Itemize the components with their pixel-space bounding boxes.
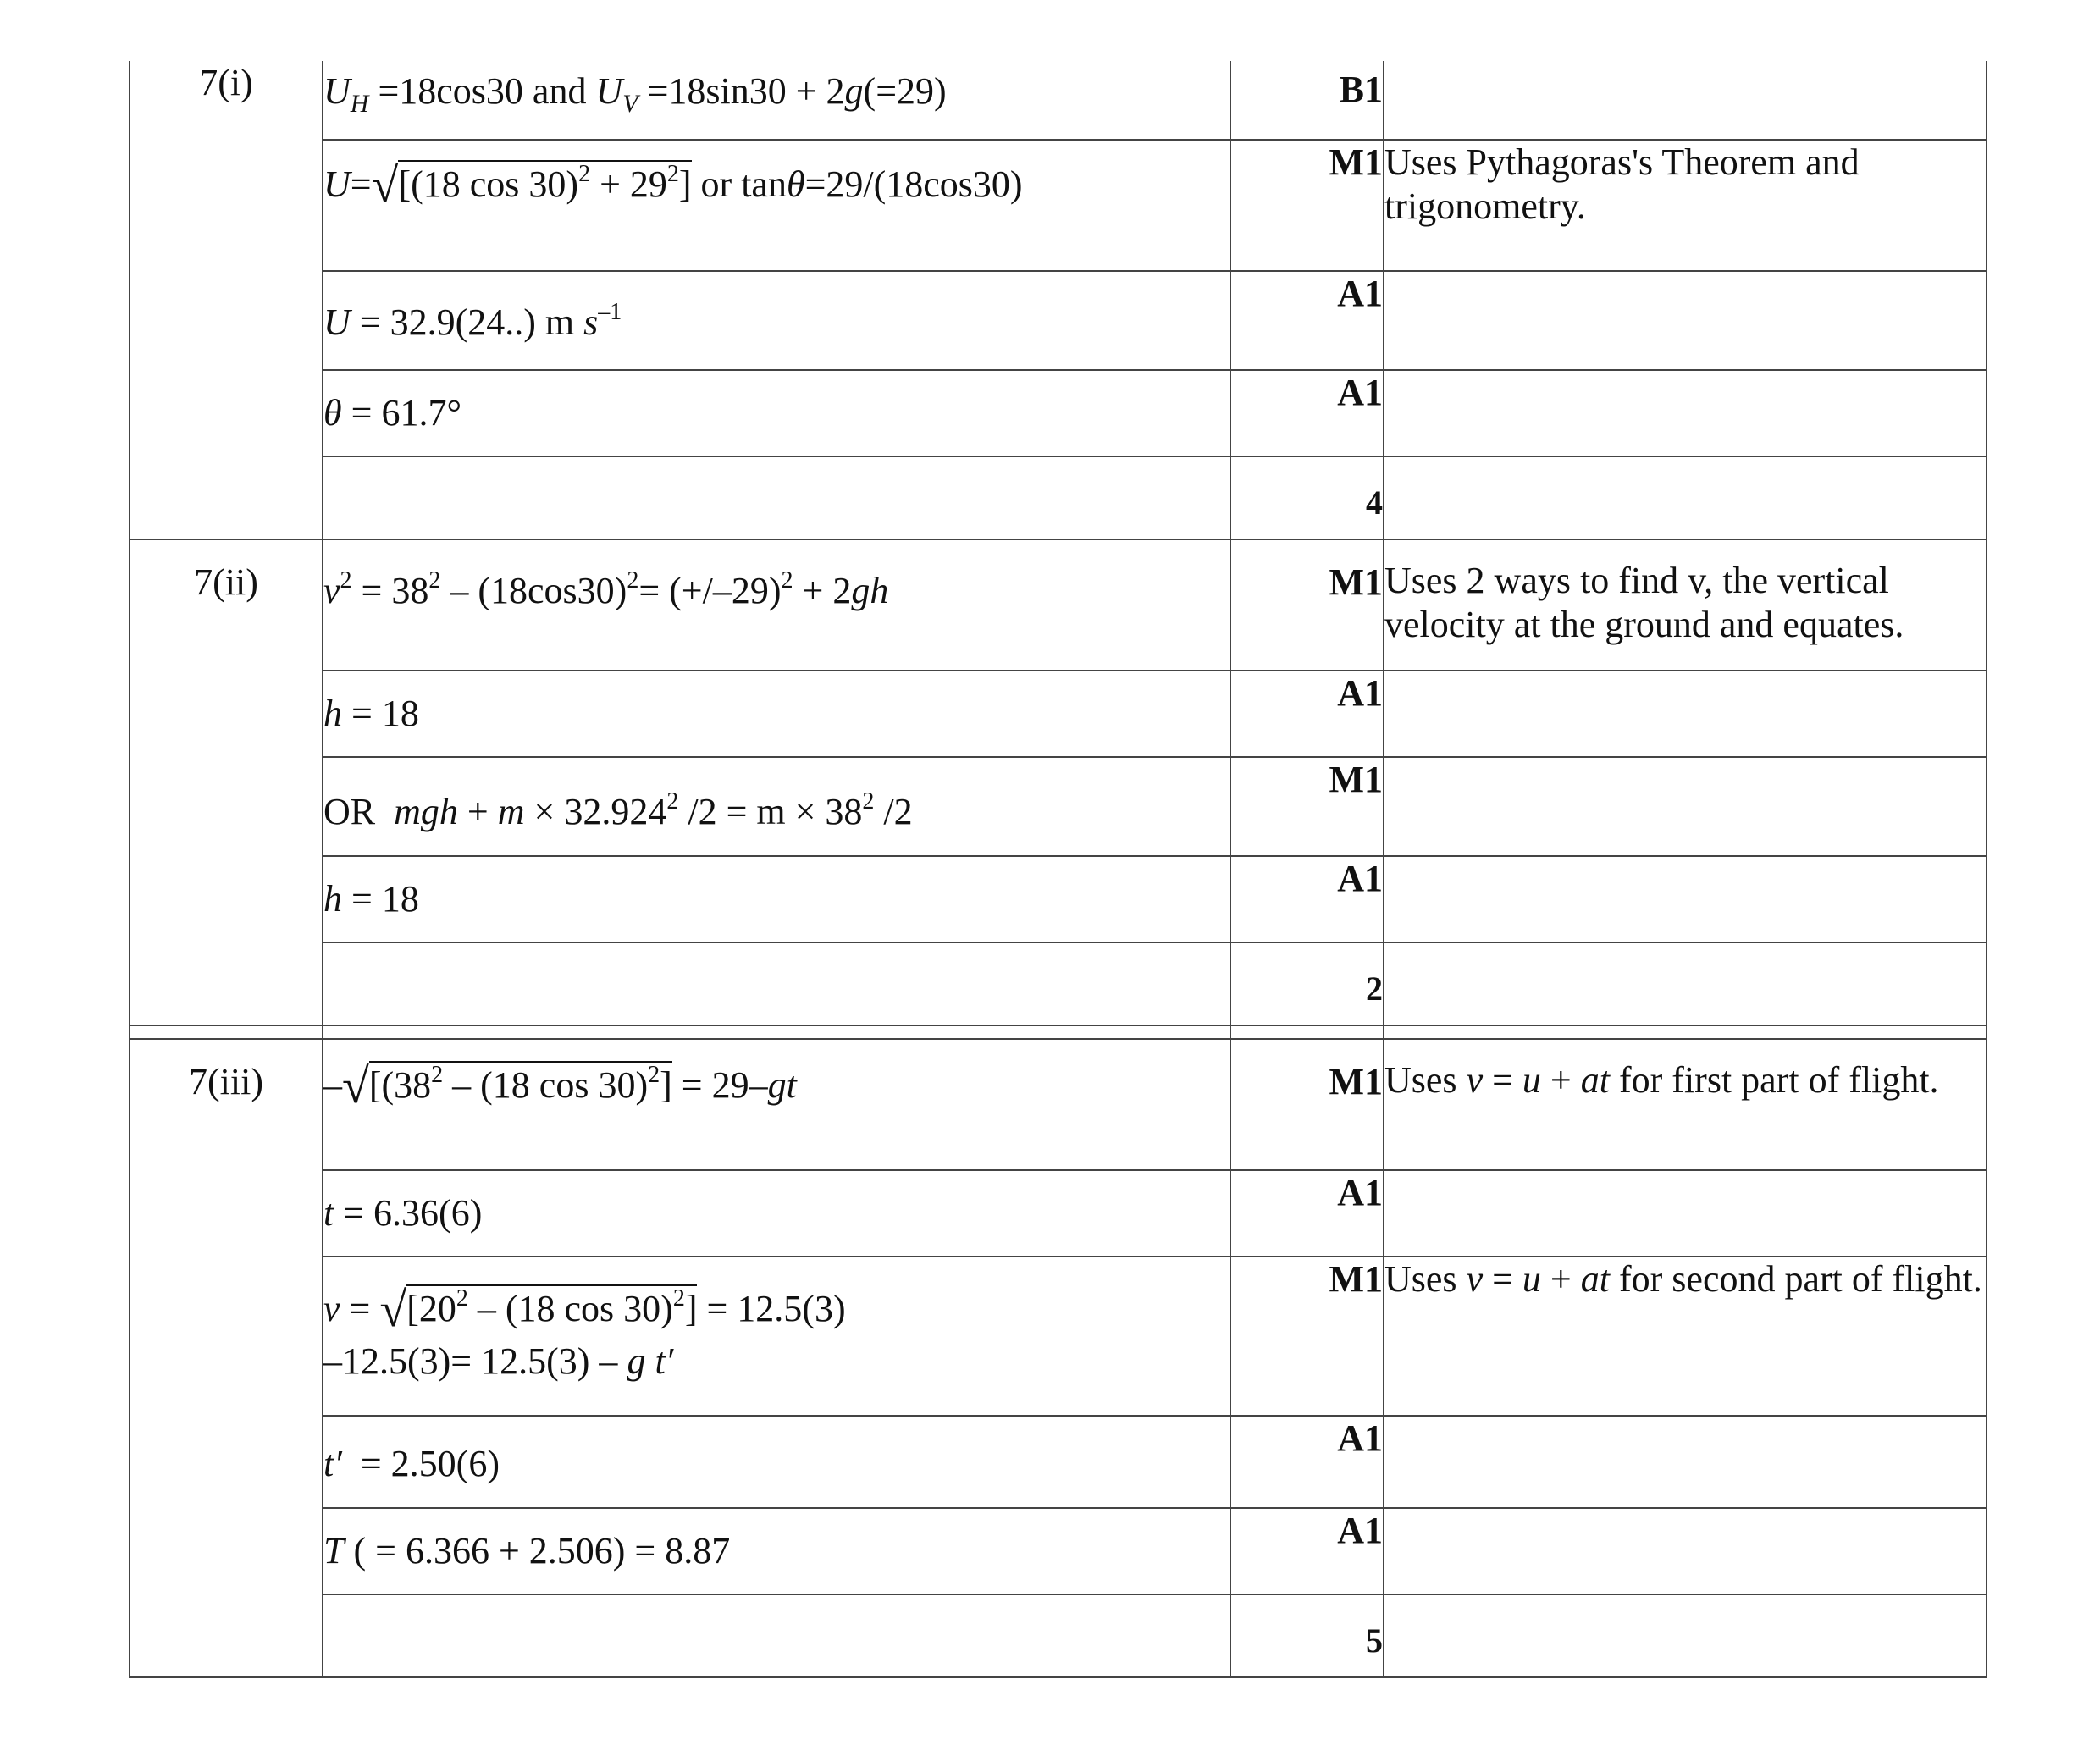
guidance-cell: Uses 2 ways to find v, the vertical velocity at the ground and equates. — [1384, 539, 1987, 671]
table-row — [130, 370, 1987, 456]
table-row — [130, 140, 1987, 271]
guidance-cell — [1384, 1416, 1987, 1508]
mark-cell: A1 — [1230, 671, 1384, 757]
mark-cell: A1 — [1230, 370, 1384, 456]
mark-cell: M1 — [1230, 140, 1384, 271]
working-cell: U=√[(18 $\cos 30)^2 + 29^2$] or tanθ=29/(18cos30) — [323, 140, 1230, 271]
mark-scheme-table — [129, 61, 1987, 1678]
total-mark-cell: 5 — [1230, 1594, 1384, 1677]
guidance-cell — [1384, 1508, 1987, 1594]
mark-cell: M1 — [1230, 757, 1384, 856]
table-row — [130, 1508, 1987, 1594]
guidance-cell — [1384, 942, 1987, 1025]
table-row — [130, 1170, 1987, 1257]
total-mark-cell: 2 — [1230, 942, 1384, 1025]
mark-cell: A1 — [1230, 1508, 1384, 1594]
total-mark-cell: 4 — [1230, 456, 1384, 539]
working-cell: t′ = 2.50(6) — [323, 1416, 1230, 1508]
working-cell: $v^2 = 38^2 - (18\cos 30)^2= (+/-29)^2 + 2gh$ — [323, 539, 1230, 671]
table-row — [130, 671, 1987, 757]
guidance-cell — [1384, 671, 1987, 757]
guidance-cell — [1384, 1594, 1987, 1677]
table-row — [130, 456, 1987, 539]
working-cell: U = 32.9(24..) m $s^{-1}$ — [323, 271, 1230, 370]
table-row — [130, 1257, 1987, 1416]
working-cell: h = 18 — [323, 671, 1230, 757]
guidance-cell — [1384, 757, 1987, 856]
mark-cell: A1 — [1230, 1416, 1384, 1508]
mark-cell: M1 — [1230, 539, 1384, 671]
mark-cell: M1 — [1230, 1257, 1384, 1416]
mark-cell: A1 — [1230, 1170, 1384, 1257]
table-row — [130, 271, 1987, 370]
table-row — [130, 856, 1987, 942]
mark-cell: A1 — [1230, 271, 1384, 370]
guidance-cell: Uses v = u + at for second part of flight. — [1384, 1257, 1987, 1416]
table-row — [130, 1594, 1987, 1677]
question-number: 7(iii) — [130, 1039, 323, 1677]
working-cell: T ( = 6.366 + 2.506) = 8.87 — [323, 1508, 1230, 1594]
mark-cell: B1 — [1230, 61, 1384, 140]
table-row — [130, 757, 1987, 856]
guidance-cell — [1384, 271, 1987, 370]
working-text: =18cos30 and — [378, 70, 587, 112]
working-cell: $v = √[20^2 - (18$ cos 30)$^2$] = 12.5(3) –12.5(3)= 12.5(3) – g t′ — [323, 1257, 1230, 1416]
guidance-cell — [1384, 61, 1987, 140]
section-separator — [130, 1025, 1987, 1039]
guidance-cell: Uses v = u + at for first part of flight. — [1384, 1039, 1987, 1170]
guidance-cell — [1384, 1170, 1987, 1257]
table-row — [130, 539, 1987, 671]
table-row — [130, 1039, 1987, 1170]
working-cell: $U_H =18\cos 30$ and $U_V =18\sin 30 + 2g(=29)$ — [323, 61, 1230, 140]
mark-cell: M1 — [1230, 1039, 1384, 1170]
table-row — [130, 1416, 1987, 1508]
working-cell: θ = 61.7° — [323, 370, 1230, 456]
working-cell: $-√[(38^2 - (18$ cos 30)$^2$] = 29–gt — [323, 1039, 1230, 1170]
working-cell — [323, 456, 1230, 539]
guidance-cell — [1384, 456, 1987, 539]
table-row — [130, 942, 1987, 1025]
working-cell — [323, 1594, 1230, 1677]
question-number: 7(ii) — [130, 539, 323, 1025]
working-cell: t = 6.36(6) — [323, 1170, 1230, 1257]
guidance-cell — [1384, 856, 1987, 942]
guidance-cell — [1384, 370, 1987, 456]
working-cell — [323, 942, 1230, 1025]
working-cell: OR mgh + $m \times 32.924^2$ $/2 = m \times 38^2$ /2 — [323, 757, 1230, 856]
question-number: 7(i) — [130, 61, 323, 539]
guidance-cell: Uses Pythagoras's Theorem and trigonometry. — [1384, 140, 1987, 271]
mark-cell: A1 — [1230, 856, 1384, 942]
table-row — [130, 61, 1987, 140]
working-cell: h = 18 — [323, 856, 1230, 942]
